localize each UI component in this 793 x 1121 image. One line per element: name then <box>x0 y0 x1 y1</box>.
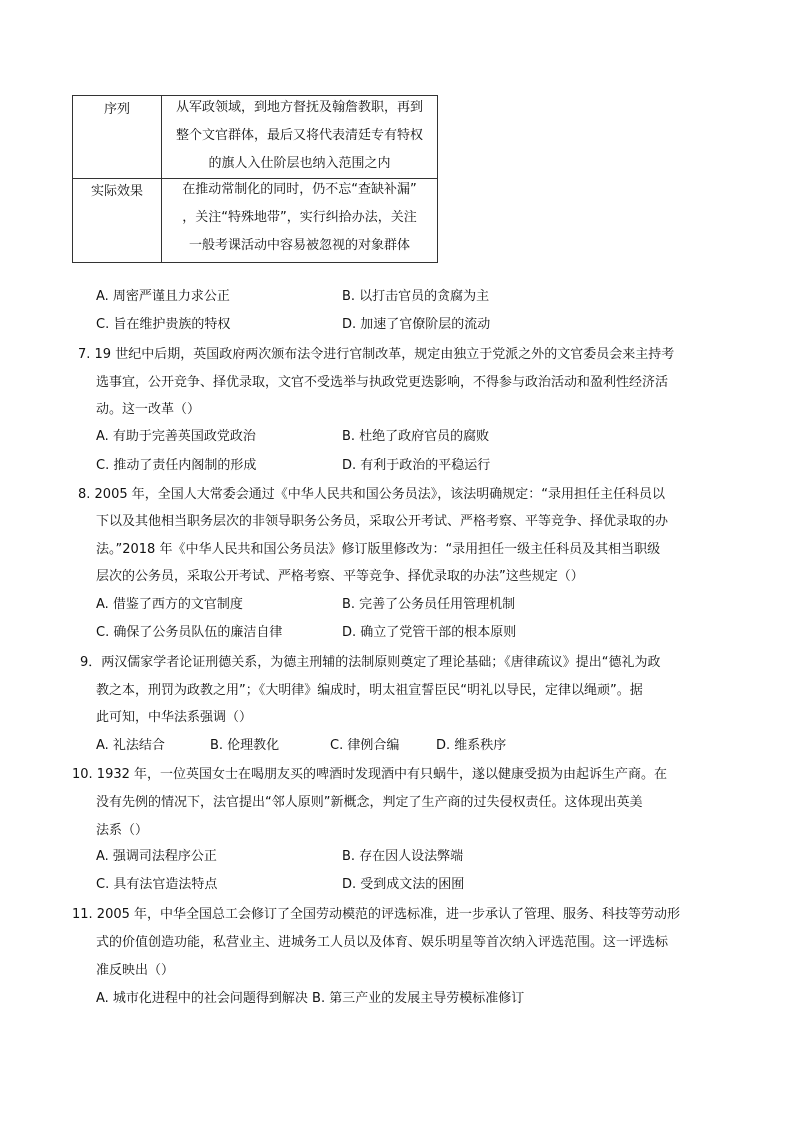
option-d[interactable]: D. 受到成文法的困囿 <box>342 877 465 892</box>
table-cell-line: 的旗人入仕阶层也纳入范围之内 <box>208 156 391 171</box>
question-9-text: 教之本，刑罚为政教之用”；《大明律》编成时，明太祖宣誓臣民“明礼以导民，定律以绳顽”。据 <box>96 683 643 698</box>
option-b[interactable]: B. 杜绝了政府官员的腐败 <box>342 429 490 444</box>
table-cell-line: 一般考课活动中容易被忽视的对象群体 <box>188 238 410 253</box>
table-header-sequence: 序列 <box>103 102 130 117</box>
question-10-text: 没有先例的情况下，法官提出“邻人原则”新概念，判定了生产商的过失侵权责任。这体现出英美 <box>96 795 643 810</box>
option-a[interactable]: A. 礼法结合 <box>96 738 165 753</box>
table-cell-line: 从军政领域，到地方督抚及翰詹教职，再到 <box>175 100 423 115</box>
option-c[interactable]: C. 推动了责任内阁制的形成 <box>96 458 257 473</box>
table-cell-line: 整个文官群体，最后又将代表清廷专有特权 <box>175 128 423 143</box>
question-8-text: 下以及其他相当职务层次的非领导职务公务员，采取公开考试、严格考察、平等竞争、择优录取的办 <box>96 514 669 529</box>
question-10-text: 法系（） <box>96 823 149 838</box>
question-7-text: 7. 19 世纪中后期，英国政府两次颁布法令进行官制改革，规定由独立于党派之外的文官委员会来主持考 <box>78 347 675 362</box>
question-8-text: 层次的公务员，采取公开考试、严格考察、平等竞争、择优录取的办法”这些规定（） <box>96 569 584 584</box>
option-b[interactable]: B. 完善了公务员任用管理机制 <box>342 597 516 612</box>
question-9-text: 9．两汉儒家学者论证刑德关系，为德主刑辅的法制原则奠定了理论基础；《唐律疏议》提出“德礼为政 <box>80 655 661 670</box>
option-a[interactable]: A. 强调司法程序公正 <box>96 849 217 864</box>
option-b[interactable]: B. 存在因人设法弊端 <box>342 849 464 864</box>
option-a[interactable]: A. 借鉴了西方的文官制度 <box>96 597 243 612</box>
question-9-text: 此可知，中华法系强调（） <box>96 710 253 725</box>
option-d[interactable]: D. 确立了党管干部的根本原则 <box>342 625 517 640</box>
option-d[interactable]: D. 加速了官僚阶层的流动 <box>342 317 491 332</box>
question-8-text: 8. 2005 年，全国人大常委会通过《中华人民共和国公务员法》，该法明确规定：“录用担任主任科员以 <box>78 487 665 502</box>
option-c[interactable]: C. 确保了公务员队伍的廉洁自律 <box>96 625 283 640</box>
question-10-text: 10. 1932 年，一位英国女士在喝朋友买的啤酒时发现酒中有只蜗牛，遂以健康受损为由起诉生产商。在 <box>72 767 668 782</box>
question-11-text: 准反映出（） <box>96 963 175 978</box>
option-a[interactable]: A. 有助于完善英国政党政治 <box>96 429 256 444</box>
option-a[interactable]: A. 周密严谨且力求公正 <box>96 289 230 304</box>
question-11-text: 式的价值创造功能，私营业主、进城务工人员以及体育、娱乐明星等首次纳入评选范围。这一评选标 <box>96 935 669 950</box>
question-8-text: 法。”2018 年《中华人民共和国公务员法》修订版里修改为：“录用担任一级主任科员及其相当职级 <box>96 542 661 557</box>
table-cell-line: 在推动常制化的同时，仍不忘“查缺补漏” <box>182 182 417 197</box>
option-a-b[interactable]: A. 城市化进程中的社会问题得到解决 B. 第三产业的发展主导劳模标准修订 <box>96 991 525 1006</box>
info-table <box>72 95 438 263</box>
option-d[interactable]: D. 有利于政治的平稳运行 <box>342 458 491 473</box>
table-header-effect: 实际效果 <box>90 184 143 199</box>
table-cell-line: ，关注“特殊地带”，实行纠拾办法，关注 <box>182 210 417 225</box>
option-c[interactable]: C. 具有法官造法特点 <box>96 877 218 892</box>
question-11-text: 11. 2005 年，中华全国总工会修订了全国劳动模范的评选标准，进一步承认了管理、服务、科技等劳动形 <box>72 907 681 922</box>
option-b[interactable]: B. 伦理教化 <box>210 738 280 753</box>
option-c[interactable]: C. 律例合编 <box>330 738 400 753</box>
option-c[interactable]: C. 旨在维护贵族的特权 <box>96 317 231 332</box>
question-7-text: 选事宜，公开竞争、择优录取，文官不受选举与执政党更迭影响，不得参与政治活动和盈利性经济活 <box>96 375 669 390</box>
option-b[interactable]: B. 以打击官员的贪腐为主 <box>342 289 490 304</box>
question-7-text: 动。这一改革（） <box>96 402 201 417</box>
option-d[interactable]: D. 维系秩序 <box>436 738 507 753</box>
